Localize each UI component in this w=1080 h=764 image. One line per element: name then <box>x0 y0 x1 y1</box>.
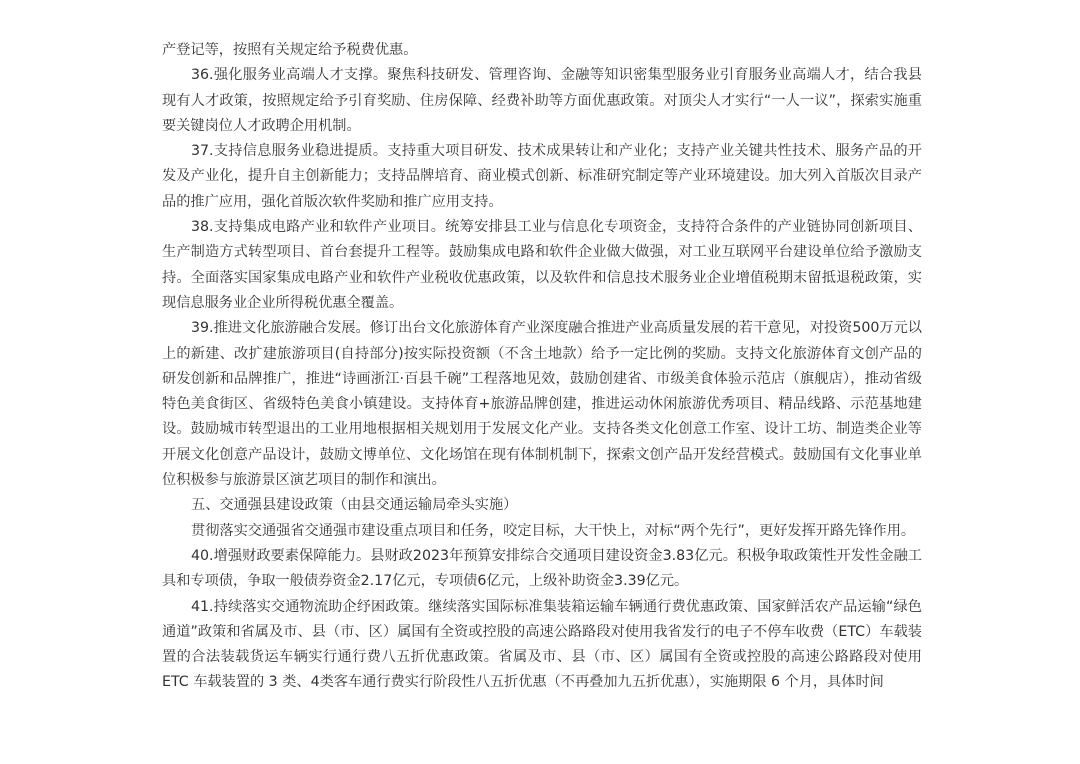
paragraph-38-integrated-circuits-software: 38.支持集成电路产业和软件产业项目。统筹安排县工业与信息化专项资金，支持符合条件的产业链协同创新项目、生产制造方式转型项目、首台套提升工程等。鼓励集成电路和软件企业做大做强，对工业互联网平台建设单位给予激励支持。全面落实国家集成电路产业和软件产业税收优惠政策，以及软件和信息技术服务业企业增值税期末留抵退税政策，实现信息服务业企业所得税优惠全覆盖。 <box>162 219 922 311</box>
paragraph-40-fiscal-support: 40.增强财政要素保障能力。县财政2023年预算安排综合交通项目建设资金3.83亿元。积极争取政策性开发性金融工具和专项债，争取一般债券资金2.17亿元，专项债6亿元，上级补助资金3.39亿元。 <box>162 547 922 590</box>
paragraph-36-talent-support: 36.强化服务业高端人才支撑。聚焦科技研发、管理咨询、金融等知识密集型服务业引育服务业高端人才，结合我县现有人才政策，按照规定给予引育奖励、住房保障、经费补助等方面优惠政策。对顶尖人才实行“一人一议”，探索实施重要关键岗位人才政聘企用机制。 <box>162 67 922 134</box>
section-heading-transport: 五、交通强县建设政策（由县交通运输局牵头实施） <box>191 497 518 514</box>
paragraph-transport-intro: 贯彻落实交通强省交通强市建设重点项目和任务，咬定目标，大干快上，对标“两个先行”，更好发挥开路先锋作用。 <box>191 522 916 539</box>
paragraph-41-logistics-relief: 41.持续落实交通物流助企纾困政策。继续落实国际标准集装箱运输车辆通行费优惠政策、国家鲜活农产品运输“绿色通道”政策和省属及市、县（市、区）属国有全资或控股的高速公路路段对使用我省发行的电子不停车收费（ETC）车载装置的合法装载货运车辆实行通行费八五折优惠政策。省属及市、县（市、区）属国有全资或控股的高速公路路段对使用 ETC 车载装置的 3 类、4类客车通行费实行阶段性八五折优惠（不再叠加九五折优惠），实施期限 6 个月，具体时间 <box>162 598 922 691</box>
paragraph-tax-registration: 产登记等，按照有关规定给予税费优惠。 <box>162 42 418 58</box>
paragraph-37-information-services: 37.支持信息服务业稳进提质。支持重大项目研发、技术成果转让和产业化；支持产业关键共性技术、服务产品的开发及产业化，提升自主创新能力；支持品牌培育、商业模式创新、标准研究制定等产业环境建设。加大列入首版次目录产品的推广应用，强化首版次软件奖励和推广应用支持。 <box>162 143 922 210</box>
paragraph-39-culture-tourism: 39.推进文化旅游融合发展。修订出台文化旅游体育产业深度融合推进产业高质量发展的若干意见，对投资500万元以上的新建、改扩建旅游项目(自持部分)按实际投资额（不含土地款）给予一定比例的奖励。支持文化旅游体育文创产品的研发创新和品牌推广，推进“诗画浙江·百县千碗”工程落地见效，鼓励创建省、市级美食体验示范店（旗舰店），推动省级特色美食街区、省级特色美食小镇建设。支持体育+旅游品牌创建，推进运动休闲旅游优秀项目、精品线路、示范基地建设。鼓励城市转型退出的工业用地根据相关规划用于发展文化产业。支持各类文化创意工作室、设计工坊、制造类企业等开展文化创意产品设计，鼓励文博单位、文化场馆在现有体制机制下，探索文创产品开发经营模式。鼓励国有文化事业单位积极参与旅游景区演艺项目的制作和演出。 <box>162 320 922 489</box>
document-body <box>162 38 922 696</box>
